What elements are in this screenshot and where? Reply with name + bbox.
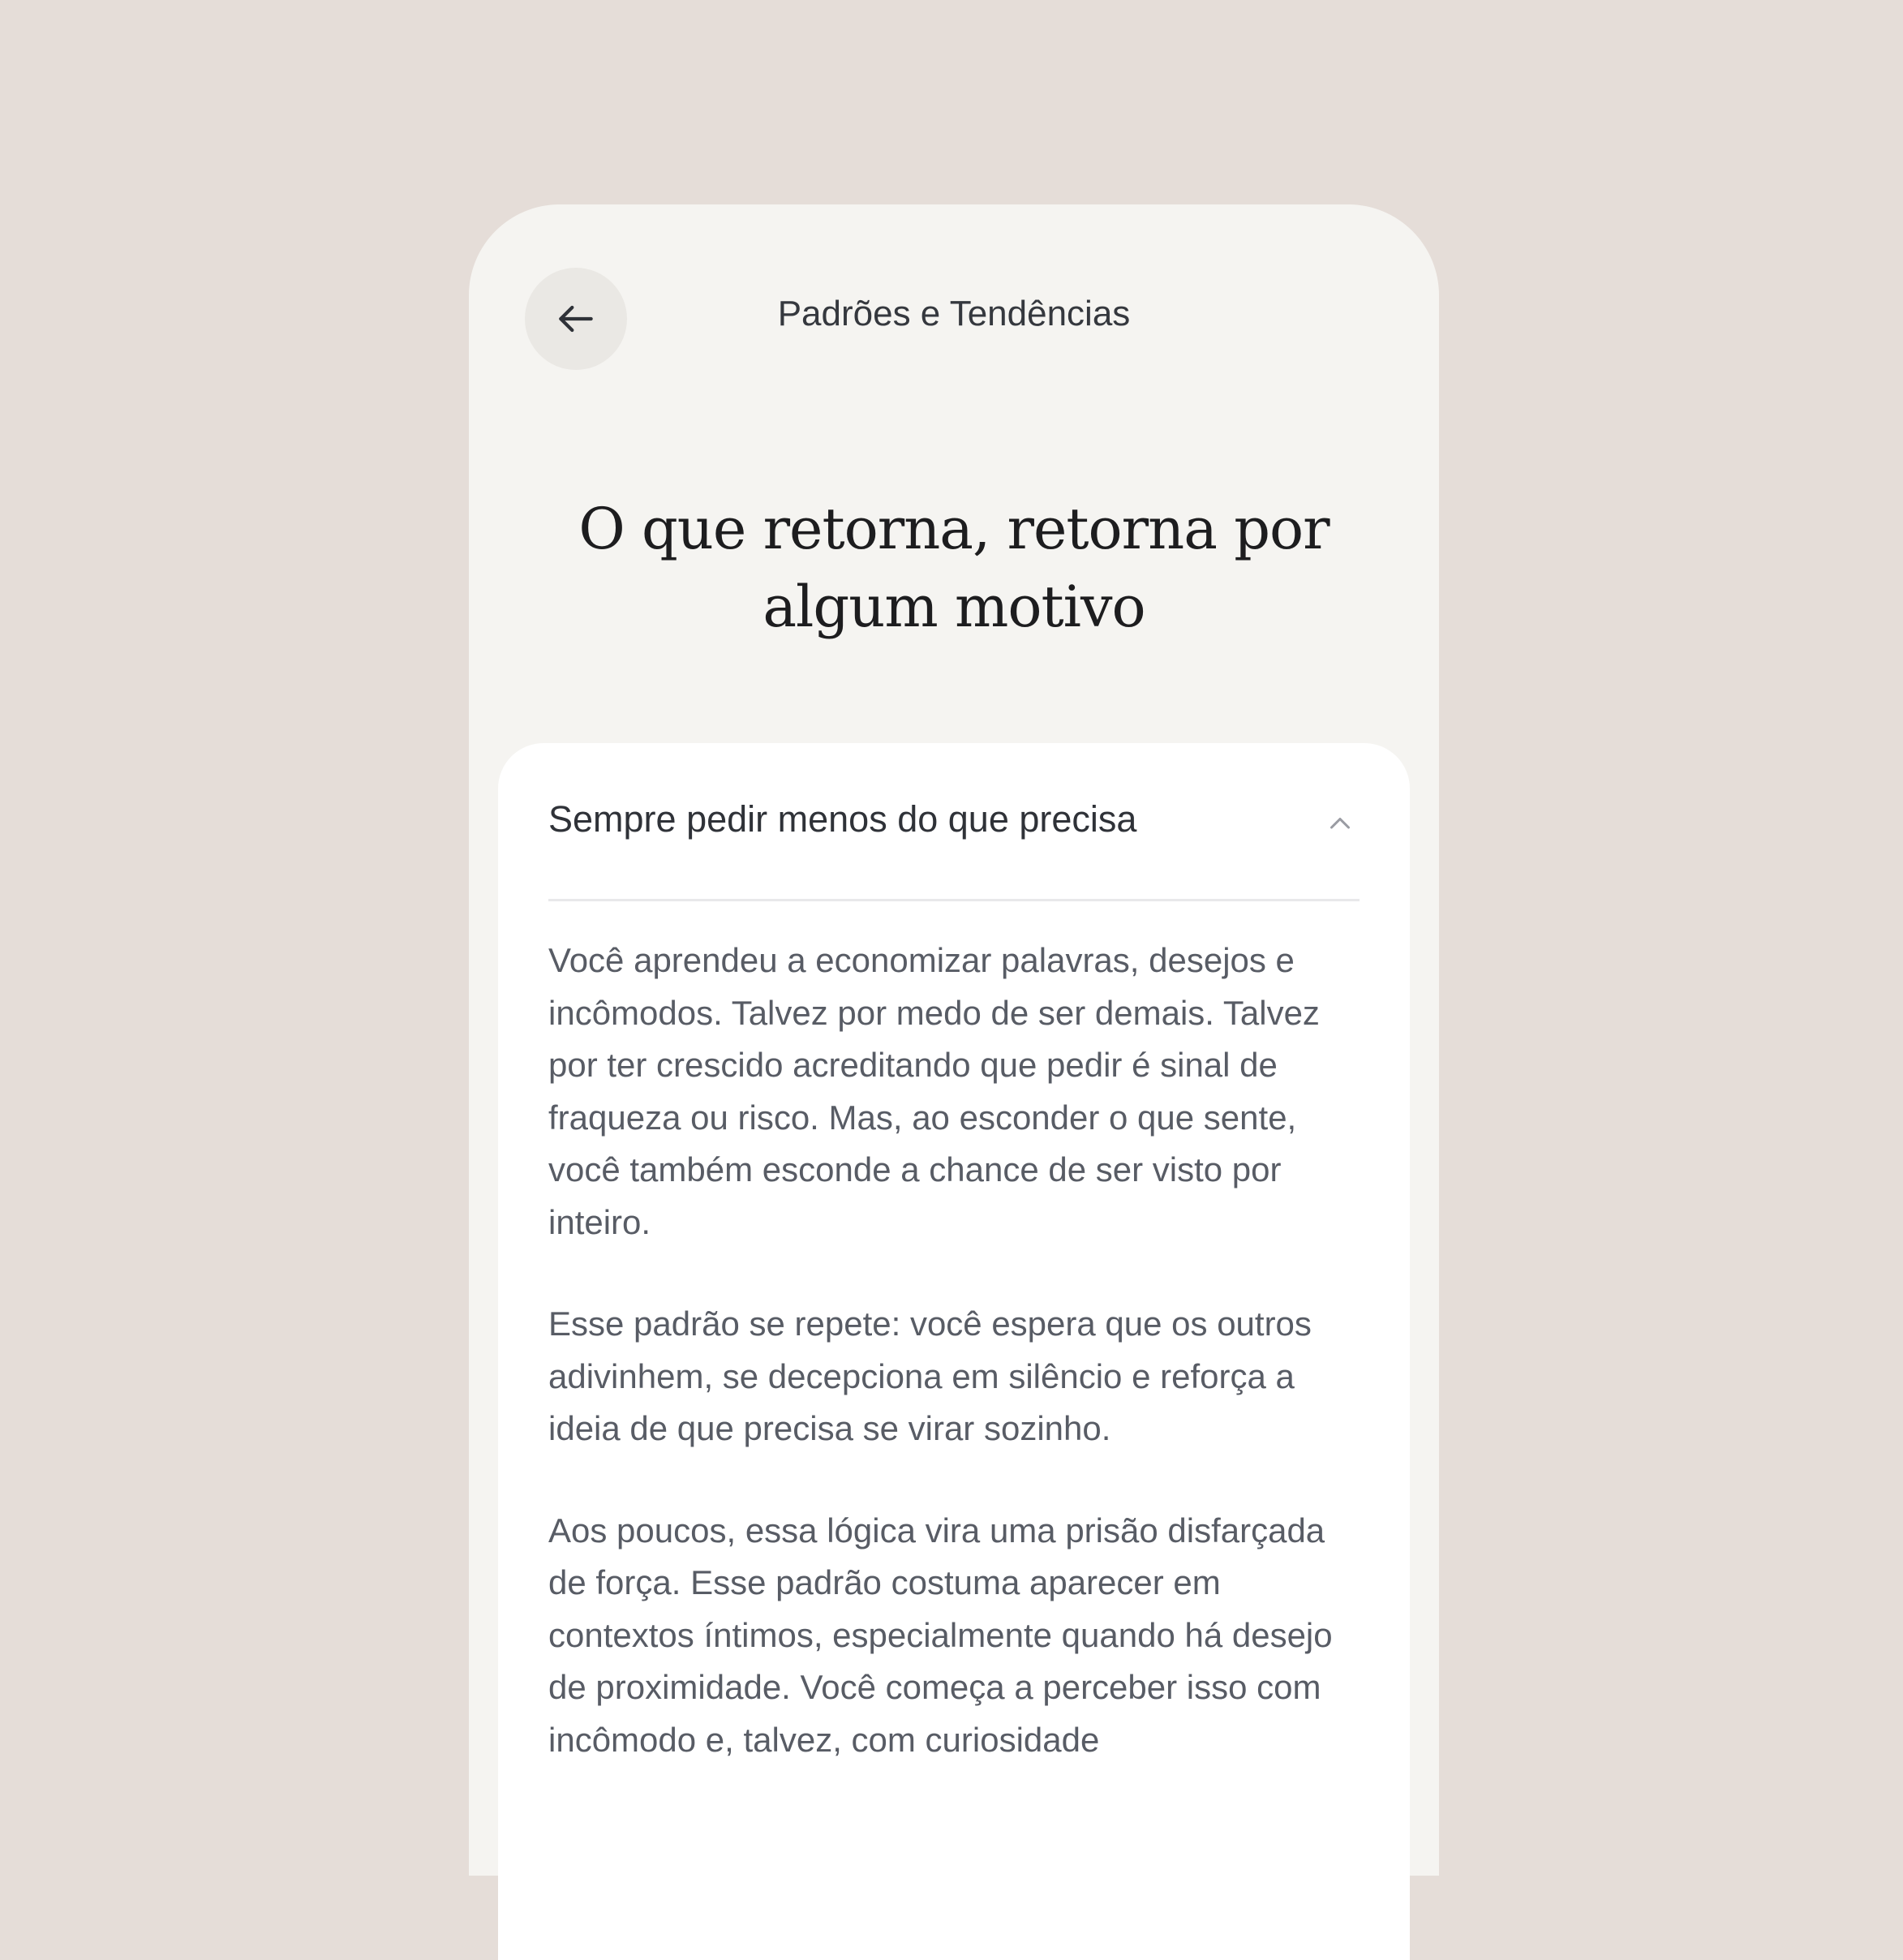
accordion-title: Sempre pedir menos do que precisa — [548, 798, 1137, 840]
section-heading: O que retorna, retorna por algum motivo — [578, 496, 1330, 640]
phone-screen — [469, 204, 1439, 1876]
page-title: Padrões e Tendências — [777, 294, 1131, 333]
paragraph: Aos poucos, essa lógica vira uma prisão disfarçada de força. Esse padrão costuma aparecer em contextos íntimos, especialmente quando há desejo de proximidade. Você começa a perceber isso com incômodo e, talvez, com curiosidade — [548, 1511, 1333, 1759]
accordion-content — [548, 935, 1360, 1816]
paragraph: Você aprendeu a economizar palavras, desejos e incômodos. Talvez por medo de ser demais. Talvez por ter crescido acreditando que pedir é sinal de fraqueza ou risco. Mas, ao esconder o que sente, você também esconde a chance de ser visto por inteiro. — [548, 941, 1320, 1241]
pattern-card — [498, 743, 1410, 1960]
paragraph: Esse padrão se repete: você espera que os outros adivinhem, se decepciona em silêncio e reforça a ideia de que precisa se virar sozinho. — [548, 1305, 1312, 1447]
chevron-up-icon[interactable] — [1325, 808, 1355, 837]
accordion-header[interactable] — [548, 743, 1360, 901]
